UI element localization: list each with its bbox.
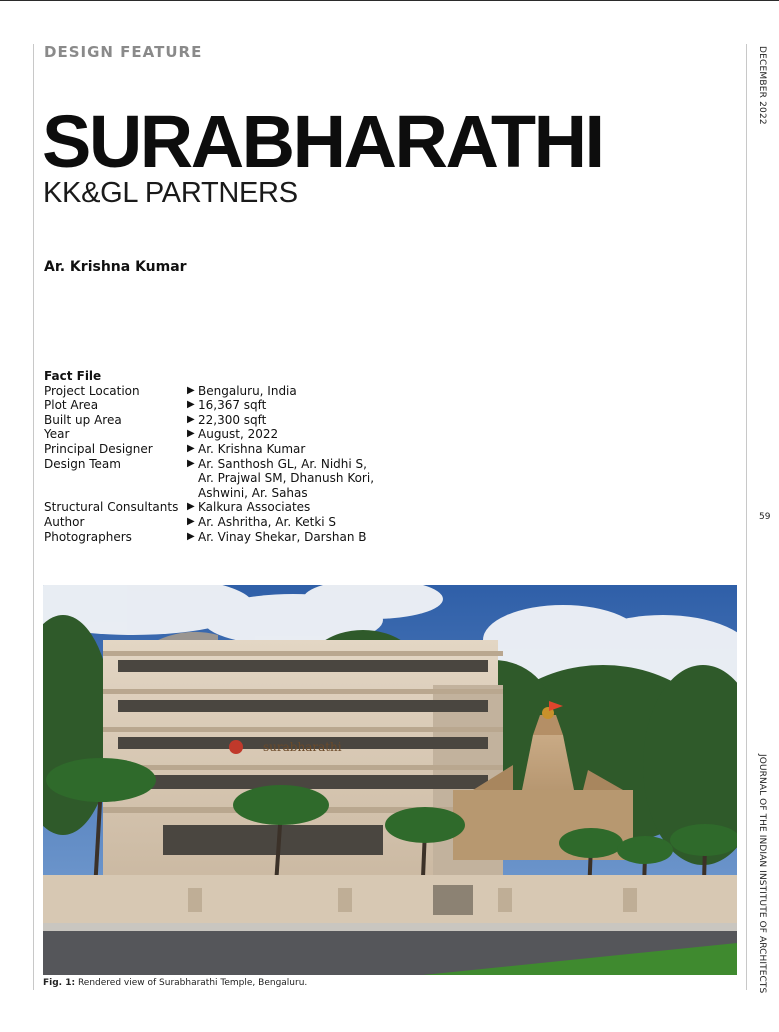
right-triangle-icon: ▶: [187, 384, 195, 396]
fact-value-lines: [198, 398, 266, 413]
fact-value-lines: [198, 413, 266, 428]
fact-row: [44, 442, 374, 457]
right-triangle-icon: ▶: [187, 457, 195, 469]
fact-row: [44, 398, 374, 413]
fact-value: [187, 442, 305, 457]
section-label: DESIGN FEATURE: [44, 43, 203, 61]
top-rule: [0, 0, 779, 1]
gate: [433, 885, 473, 915]
fact-value-line: 16,367 sqft: [198, 398, 267, 413]
fact-file: [44, 369, 374, 544]
fact-label: Built up Area: [44, 412, 122, 427]
building-sign: surabharathi: [263, 740, 342, 754]
fact-value: [187, 427, 278, 442]
fact-value-line: Ar. Krishna Kumar: [198, 441, 306, 456]
fact-value: [187, 530, 366, 545]
issue-date: DECEMBER 2022: [757, 46, 767, 125]
fact-value-line: Ashwini, Ar. Sahas: [198, 485, 308, 500]
caption-text: Rendered view of Surabharathi Temple, Bengaluru.: [75, 978, 308, 988]
fact-value: [187, 413, 266, 428]
fact-file-heading: Fact File: [44, 369, 102, 383]
fact-value-line: Ar. Ashritha, Ar. Ketki S: [198, 514, 337, 529]
figure-caption: [43, 978, 307, 988]
fact-value-lines: [198, 442, 305, 457]
fact-value-lines: [198, 384, 297, 399]
fact-value: [187, 398, 266, 413]
building: [103, 632, 503, 885]
fact-value-lines: [198, 457, 374, 501]
fact-value-lines: [198, 515, 336, 530]
fact-row: [44, 515, 374, 530]
right-triangle-icon: ▶: [187, 442, 195, 454]
right-triangle-icon: ▶: [187, 515, 195, 527]
fact-row: [44, 427, 374, 442]
article-subtitle: KK&GL PARTNERS: [43, 177, 298, 209]
right-triangle-icon: ▶: [187, 501, 195, 513]
fact-label: Principal Designer: [44, 441, 153, 456]
fact-label: Design Team: [44, 456, 121, 471]
journal-name: JOURNAL OF THE INDIAN INSTITUTE OF ARCHITECTS: [757, 754, 767, 994]
fact-value: [187, 515, 336, 530]
fact-value-line: Ar. Prajwal SM, Dhanush Kori,: [198, 471, 375, 486]
logo-icon: [229, 740, 243, 754]
caption-label: Fig. 1:: [43, 978, 76, 988]
fact-file-rows: [44, 384, 374, 545]
fact-value-line: Ar. Santhosh GL, Ar. Nidhi S,: [198, 456, 367, 471]
article-author: Ar. Krishna Kumar: [44, 259, 187, 275]
fact-value-line: Ar. Vinay Shekar, Darshan B: [198, 529, 367, 544]
right-triangle-icon: ▶: [187, 413, 195, 425]
right-margin-rule: [746, 44, 747, 990]
fact-row: [44, 457, 374, 501]
fact-value: [187, 384, 297, 399]
right-triangle-icon: ▶: [187, 428, 195, 440]
fact-label: Project Location: [44, 383, 140, 398]
fact-value-line: 22,300 sqft: [198, 412, 267, 427]
figure-rendered-view: [43, 585, 737, 975]
fact-value-line: Bengaluru, India: [198, 383, 297, 398]
fact-label: Structural Consultants: [44, 500, 179, 515]
fact-label: Year: [44, 427, 70, 442]
fact-label: Author: [44, 514, 85, 529]
fact-label: Photographers: [44, 529, 132, 544]
temple-rendering: [43, 585, 737, 975]
fact-value-lines: [198, 427, 278, 442]
fact-row: [44, 500, 374, 515]
left-margin-rule: [33, 44, 34, 990]
article-title: SURABHARATHI: [42, 100, 603, 183]
right-triangle-icon: ▶: [187, 530, 195, 542]
fact-row: [44, 413, 374, 428]
fact-value-line: August, 2022: [198, 427, 279, 442]
fact-value: [187, 500, 310, 515]
fact-value-lines: [198, 530, 366, 545]
fact-value-line: Kalkura Associates: [198, 500, 311, 515]
fact-value: [187, 457, 374, 501]
fact-row: [44, 384, 374, 399]
fact-row: [44, 530, 374, 545]
fact-label: Plot Area: [44, 398, 99, 413]
fact-value-lines: [198, 500, 310, 515]
page-number: 59: [759, 512, 771, 522]
sidewalk: [43, 923, 737, 931]
right-triangle-icon: ▶: [187, 399, 195, 411]
